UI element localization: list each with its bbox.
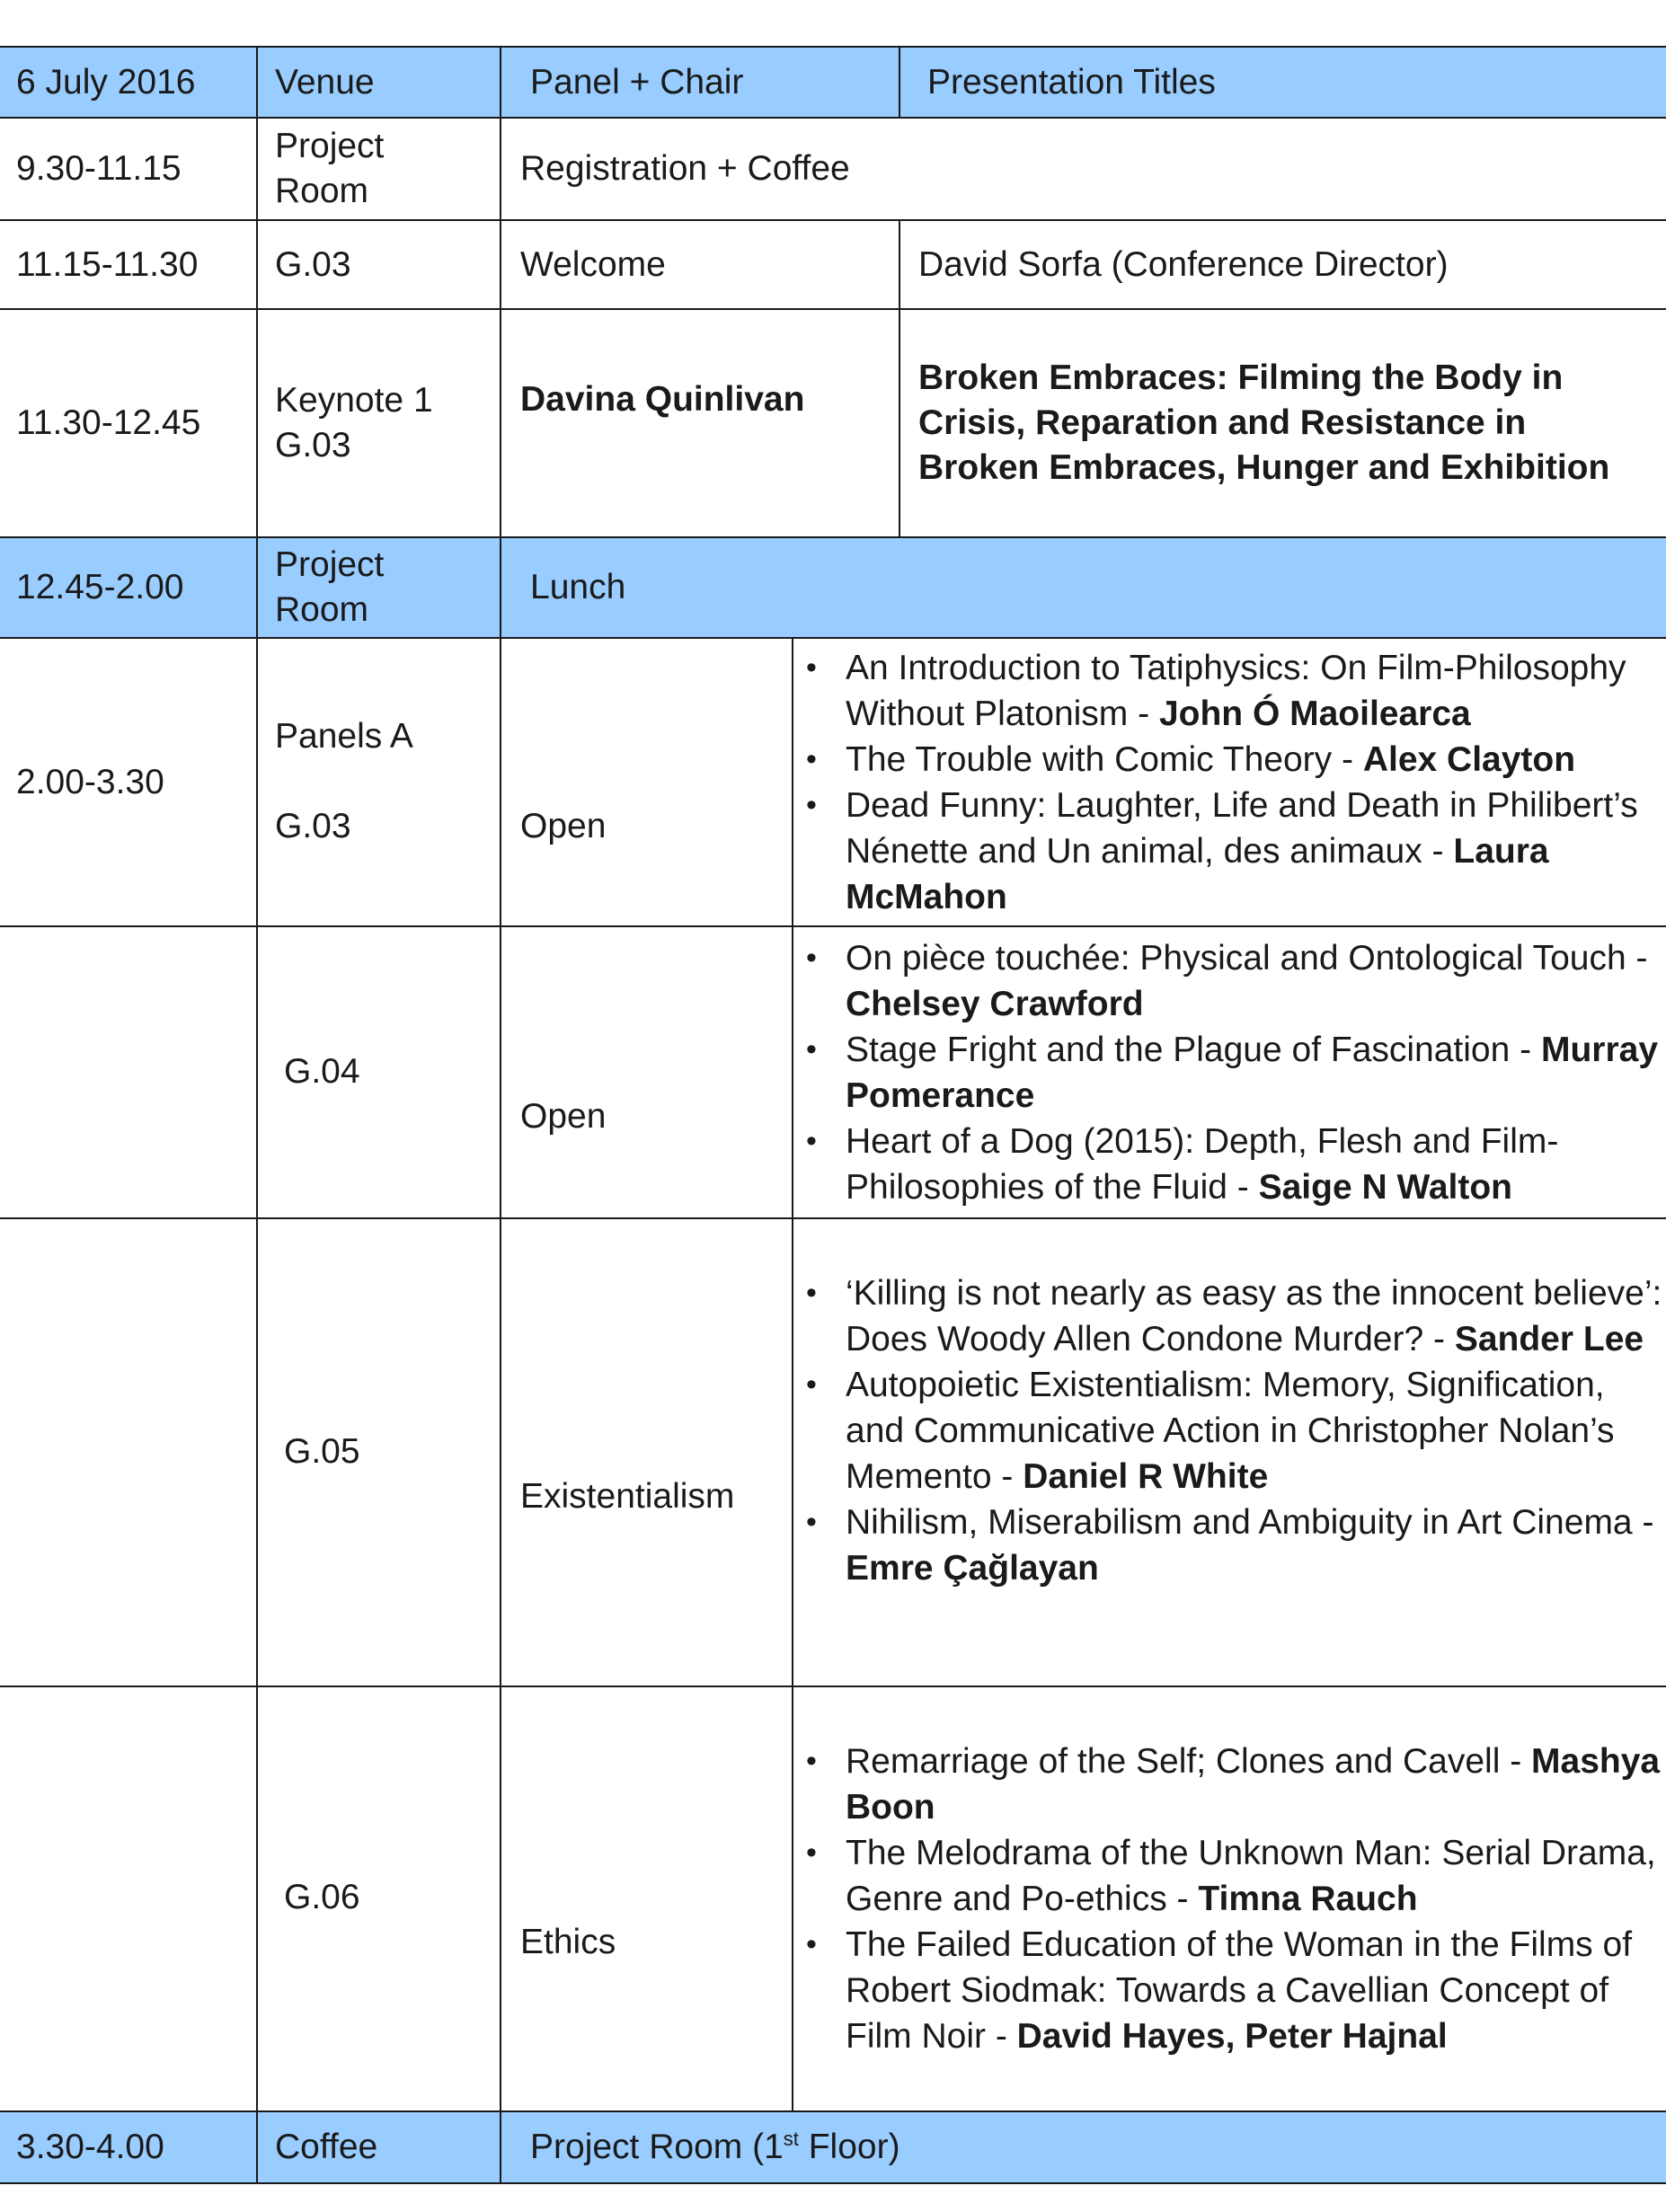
panels-a-panel-g05: Existentialism — [520, 1477, 735, 1516]
panels-a-panel-g04: Open — [520, 1097, 607, 1136]
coffee-location: Project Room (1st Floor) — [530, 2128, 900, 2166]
header-titles: Presentation Titles — [927, 63, 1216, 102]
talk-item: • Autopoietic Existentialism: Memory, Signification, and Communicative Action in Christopher Nolan’s Memento - Daniel R White — [793, 1362, 1665, 1500]
talk-list-g04 — [793, 935, 1665, 1210]
talk-item: • The Trouble with Comic Theory - Alex Clayton — [793, 737, 1665, 783]
registration-activity: Registration + Coffee — [520, 149, 850, 188]
coffee-time: 3.30-4.00 — [16, 2128, 164, 2166]
talk-item: • The Failed Education of the Woman in the Films of Robert Siodmak: Towards a Cavellian Concept of Film Noir - David Hayes, Peter Hajnal — [793, 1922, 1665, 2059]
talk-item: • Nihilism, Miserabilism and Ambiguity in Art Cinema - Emre Çağlayan — [793, 1500, 1665, 1591]
lunch-time: 12.45-2.00 — [16, 568, 184, 606]
welcome-venue: G.03 — [275, 244, 351, 284]
panels-a-panel-g03: Open — [520, 807, 607, 845]
panels-a-time: 2.00-3.30 — [16, 762, 164, 801]
coffee-venue: Coffee — [275, 2128, 378, 2166]
registration-venue: Project Room — [275, 127, 385, 210]
talk-list-g06 — [793, 1739, 1665, 2059]
column-rule — [899, 219, 900, 538]
panels-a-venue-g05: G.05 — [284, 1432, 360, 1471]
lunch-venue: Project Room — [275, 545, 385, 629]
welcome-time: 11.15-11.30 — [16, 244, 199, 284]
lunch-activity: Lunch — [530, 568, 626, 606]
rule — [0, 2182, 1666, 2184]
header-venue: Venue — [275, 63, 375, 102]
panels-a-venue-g04: G.04 — [284, 1052, 360, 1091]
panels-a-venue-g06: G.06 — [284, 1878, 360, 1916]
welcome-panel: Welcome — [520, 244, 666, 284]
keynote-title: Broken Embraces: Filming the Body in Crisis, Reparation and Resistance in Broken Embraces, Hunger and Exhibition — [918, 358, 1610, 487]
talk-item: • Stage Fright and the Plague of Fascination - Murray Pomerance — [793, 1027, 1665, 1119]
rule — [0, 1217, 1666, 1219]
panels-a-panel-g06: Ethics — [520, 1923, 616, 1961]
talk-item: • An Introduction to Tatiphysics: On Film-Philosophy Without Platonism - John Ó Maoilearca — [793, 645, 1665, 737]
talk-item: • Dead Funny: Laughter, Life and Death in Philibert’s Nénette and Un animal, des animaux - Laura McMahon — [793, 783, 1665, 920]
registration-time: 9.30-11.15 — [16, 149, 182, 188]
keynote-time: 11.30-12.45 — [16, 403, 201, 442]
column-rule — [256, 46, 258, 2184]
talk-item: • ‘Killing is not nearly as easy as the innocent believe’: Does Woody Allen Condone Murder? - Sander Lee — [793, 1270, 1665, 1362]
talk-list-g03 — [793, 645, 1665, 920]
panels-a-label: Panels A — [275, 717, 413, 756]
rule — [0, 925, 1666, 927]
rule — [0, 1686, 1666, 1687]
keynote-speaker: Davina Quinlivan — [520, 380, 805, 419]
header-date: 6 July 2016 — [16, 63, 196, 102]
talk-list-g05 — [793, 1270, 1665, 1591]
welcome-title: David Sorfa (Conference Director) — [918, 244, 1449, 284]
column-rule — [500, 46, 501, 2184]
talk-item: • The Melodrama of the Unknown Man: Serial Drama, Genre and Po-ethics - Timna Rauch — [793, 1830, 1665, 1922]
header-panel: Panel + Chair — [530, 63, 744, 102]
panels-a-venue-g03: G.03 — [275, 807, 351, 845]
talk-item: • On pièce touchée: Physical and Ontological Touch - Chelsey Crawford — [793, 935, 1665, 1027]
talk-item: • Heart of a Dog (2015): Depth, Flesh and Film-Philosophies of the Fluid - Saige N Walton — [793, 1119, 1665, 1210]
talk-item: • Remarriage of the Self; Clones and Cavell - Mashya Boon — [793, 1739, 1665, 1830]
keynote-venue: Keynote 1 G.03 — [275, 381, 433, 465]
column-rule — [899, 46, 900, 119]
